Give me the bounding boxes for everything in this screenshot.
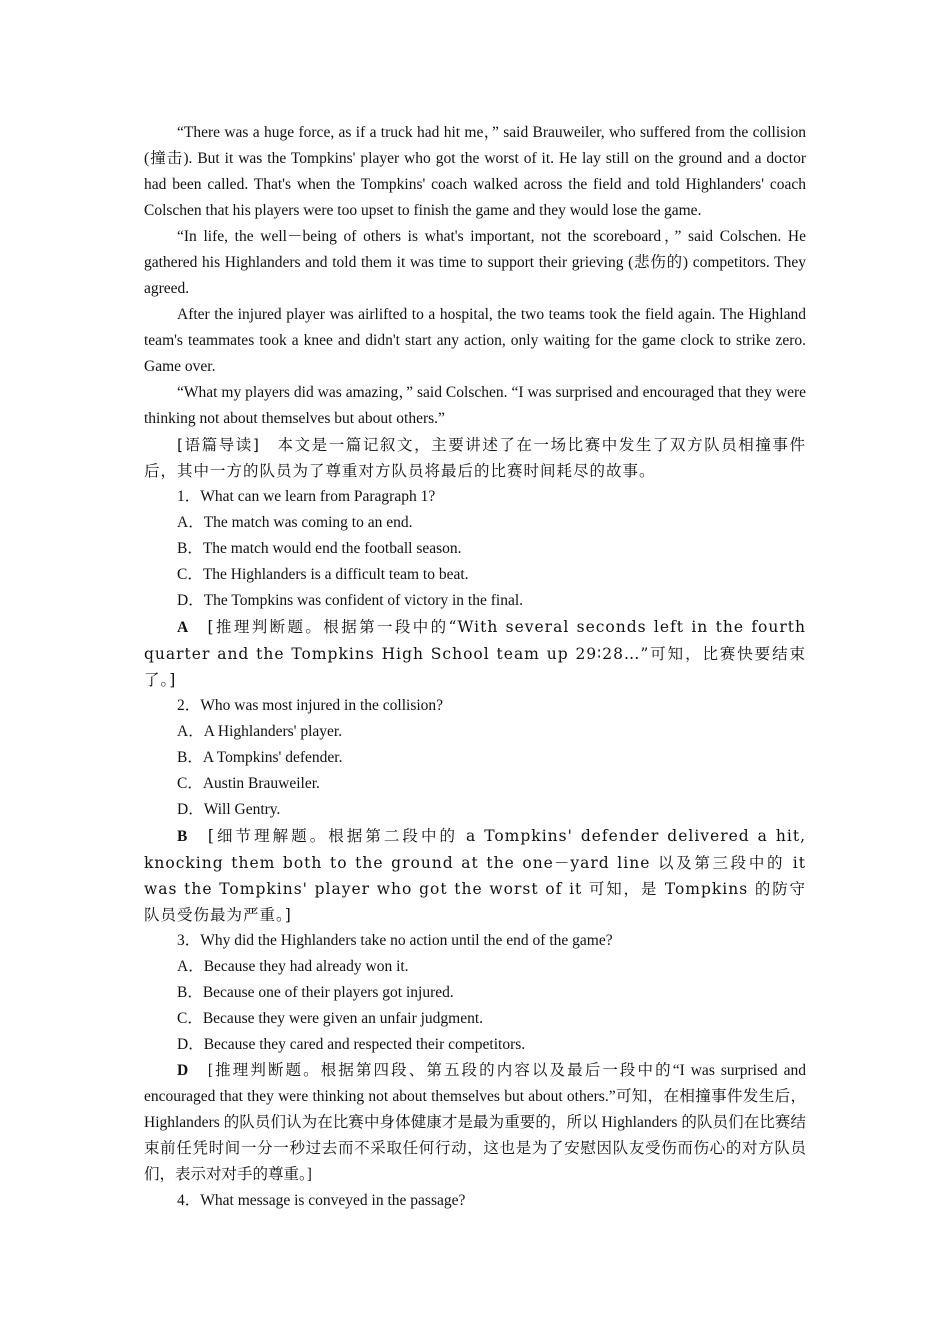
answer-option: B．The match would end the football season. [177, 540, 462, 557]
answer-option: D．Will Gentry. [177, 801, 281, 818]
explanation-text: [推理判断题。根据第一段中的“With several seconds left in the fourth quarter and the Tompkins High School team up 29∶28…”可知，比赛快要结束了。] [144, 618, 806, 689]
question-stem: 4．What message is conveyed in the passage? [177, 1192, 466, 1209]
question-stem: 2．Who was most injured in the collision? [177, 697, 444, 714]
reading-guide-label: [语篇导读] [177, 436, 260, 454]
answer-option: A．A Highlanders' player. [177, 723, 343, 740]
answer-explanation [144, 614, 806, 693]
answer-option: D．The Tompkins was confident of victory in the final. [177, 592, 524, 609]
answer-option: C．The Highlanders is a difficult team to beat. [177, 566, 469, 583]
answer-option: C．Because they were given an unfair judgment. [177, 1010, 484, 1027]
reading-guide-text: 本文是一篇记叙文，主要讲述了在一场比赛中发生了双方队员相撞事件后，其中一方的队员为了尊重对方队员将最后的比赛时间耗尽的故事。 [144, 436, 806, 480]
passage-paragraph: “In life, the well－being of others is what's important, not the scoreboard，” said Colschen. He gathered his Highlanders and told them it was time to support their grieving (悲伤的) competitors. They agreed. [144, 228, 806, 297]
answer-explanation [144, 1058, 806, 1188]
answer-option: D．Because they cared and respected their competitors. [177, 1036, 526, 1053]
answer-option: C．Austin Brauweiler. [177, 775, 320, 792]
document-page [144, 120, 806, 1214]
passage-paragraph: “There was a huge force, as if a truck had hit me，” said Brauweiler, who suffered from the collision (撞击). But it was the Tompkins' player who got the worst of it. He lay still on the ground and a doctor had been called. That's when the Tompkins' coach walked across the field and told Highlanders' coach Colschen that his players were too upset to finish the game and they would lose the game. [144, 124, 806, 219]
explanation-text: [推理判断题。根据第四段、第五段的内容以及最后一段中的“I was surprised and encouraged that they were thinking not about themselves but about others.”可知，在相撞事件发生后，Highlanders 的队员们认为在比赛中身体健康才是最为重要的，所以 Highlanders 的队员们在比赛结束前任凭时间一分一秒过去而不采取任何行动，这也是为了安慰因队友受伤而伤心的对方队员们，表示对对手的尊重。] [144, 1062, 806, 1183]
passage-paragraph: “What my players did was amazing，” said Colschen. “I was surprised and encouraged that they were thinking not about themselves but about others.” [144, 384, 806, 427]
answer-letter: B [177, 828, 188, 845]
answer-letter: D [177, 1062, 189, 1079]
answer-explanation [144, 823, 806, 928]
reading-guide [144, 432, 806, 484]
answer-option: B．Because one of their players got injured. [177, 984, 454, 1001]
passage-paragraph: After the injured player was airlifted to a hospital, the two teams took the field again. The Highland team's teammates took a knee and didn't start any action, only waiting for the game clock to strike zero. Game over. [144, 306, 806, 375]
question-stem: 3．Why did the Highlanders take no action until the end of the game? [177, 932, 613, 949]
explanation-text: [细节理解题。根据第二段中的 a Tompkins' defender delivered a hit, knocking them both to the ground at the one－yard line 以及第三段中的 it was the Tompkins' player who got the worst of it 可知，是 Tompkins 的防守队员受伤最为严重。] [144, 827, 806, 924]
answer-option: A．The match was coming to an end. [177, 514, 413, 531]
question-stem: 1．What can we learn from Paragraph 1? [177, 488, 436, 505]
answer-option: A．Because they had already won it. [177, 958, 409, 975]
answer-letter: A [177, 619, 189, 636]
answer-option: B．A Tompkins' defender. [177, 749, 343, 766]
